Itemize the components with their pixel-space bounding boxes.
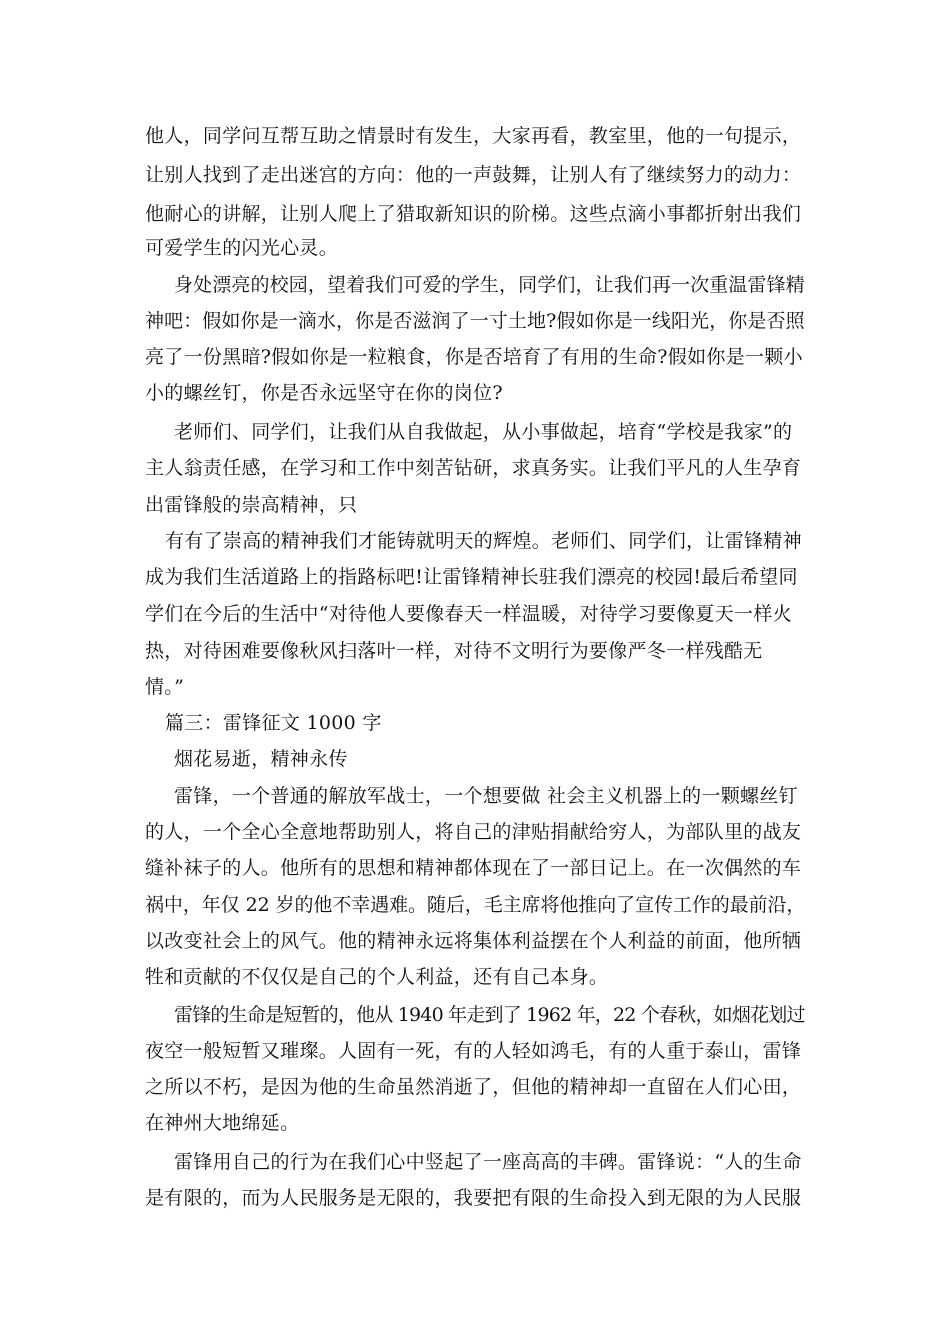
text-line: 夜空一般短暂又璀璨。人固有一死，有的人轻如鸿毛，有的人重于泰山，雷锋 bbox=[145, 1040, 802, 1062]
text-line: 主人翁责任感，在学习和工作中刻苦钻研，求真务实。让我们平凡的人生孕育 bbox=[145, 457, 802, 479]
text-line: 雷锋用自己的行为在我们心中竖起了一座高高的丰碑。雷锋说：“人的生命 bbox=[174, 1151, 802, 1173]
text-line: 他耐心的讲解，让别人爬上了猎取新知识的阶梯。这些点滴小事都折射出我们 bbox=[145, 203, 802, 225]
text-line: 牲和贡献的不仅仅是自己的个人利益，还有自己本身。 bbox=[145, 966, 609, 988]
text-line: 在神州大地绵延。 bbox=[145, 1112, 300, 1134]
text-line: 之所以不朽，是因为他的生命虽然消逝了，但他的精神却一直留在人们心田， bbox=[145, 1076, 802, 1098]
text-line: 热，对待困难要像秋风扫落叶一样，对待不文明行为要像严冬一样残酷无 bbox=[145, 640, 763, 662]
text-line: 出雷锋般的崇高精神，只 bbox=[145, 494, 358, 516]
text-line: 雷锋的生命是短暂的，他从 1940 年走到了 1962 年，22 个春秋，如烟花划过 bbox=[174, 1004, 805, 1026]
text-line: 老师们、同学们，让我们从自我做起，从小事做起，培育“学校是我家”的 bbox=[174, 421, 793, 443]
text-line: 情。” bbox=[145, 676, 185, 698]
text-line: 雷锋，一个普通的解放军战士，一个想要做 社会主义机器上的一颗螺丝钉 bbox=[174, 785, 798, 807]
text-line: 让别人找到了走出迷宫的方向：他的一声鼓舞，让别人有了继续努力的动力： bbox=[145, 164, 802, 186]
text-line: 学们在今后的生活中“对待他人要像春天一样温暖，对待学习要像夏天一样火 bbox=[145, 603, 792, 625]
text-line: 的人，一个全心全意地帮助别人，将自己的津贴捐献给穷人，为部队里的战友 bbox=[145, 821, 802, 843]
text-line: 神吧：假如你是一滴水，你是否滋润了一寸土地?假如你是一线阳光，你是否照 bbox=[145, 310, 805, 332]
text-line: 小的螺丝钉，你是否永远坚守在你的岗位? bbox=[145, 382, 503, 404]
text-line: 缝补袜子的人。他所有的思想和精神都体现在了一部日记上。在一次偶然的车 bbox=[145, 857, 802, 879]
section-heading: 篇三：雷锋征文 1000 字 bbox=[165, 712, 382, 734]
article-title: 烟花易逝，精神永传 bbox=[174, 748, 348, 770]
text-line: 可爱学生的闪光心灵。 bbox=[145, 237, 339, 259]
text-line: 成为我们生活道路上的指路标吧!让雷锋精神长驻我们漂亮的校园!最后希望同 bbox=[145, 566, 798, 588]
text-line: 亮了一份黑暗?假如你是一粒粮食，你是否培育了有用的生命?假如你是一颗小 bbox=[145, 346, 803, 368]
text-line: 以改变社会上的风气。他的精神永远将集体利益摆在个人利益的前面，他所牺 bbox=[145, 930, 802, 952]
text-line: 身处漂亮的校园，望着我们可爱的学生，同学们，让我们再一次重温雷锋精 bbox=[174, 274, 805, 296]
text-line: 祸中，年仅 22 岁的他不幸遇难。随后，毛主席将他推向了宣传工作的最前沿， bbox=[145, 894, 806, 916]
text-line: 他人，同学问互帮互助之情景时有发生，大家再看，教室里，他的一句提示， bbox=[145, 125, 802, 147]
text-line: 有有了崇高的精神我们才能铸就明天的辉煌。老师们、同学们，让雷锋精神 bbox=[165, 530, 802, 552]
text-line: 是有限的，而为人民服务是无限的，我要把有限的生命投入到无限的为人民服 bbox=[145, 1187, 802, 1209]
